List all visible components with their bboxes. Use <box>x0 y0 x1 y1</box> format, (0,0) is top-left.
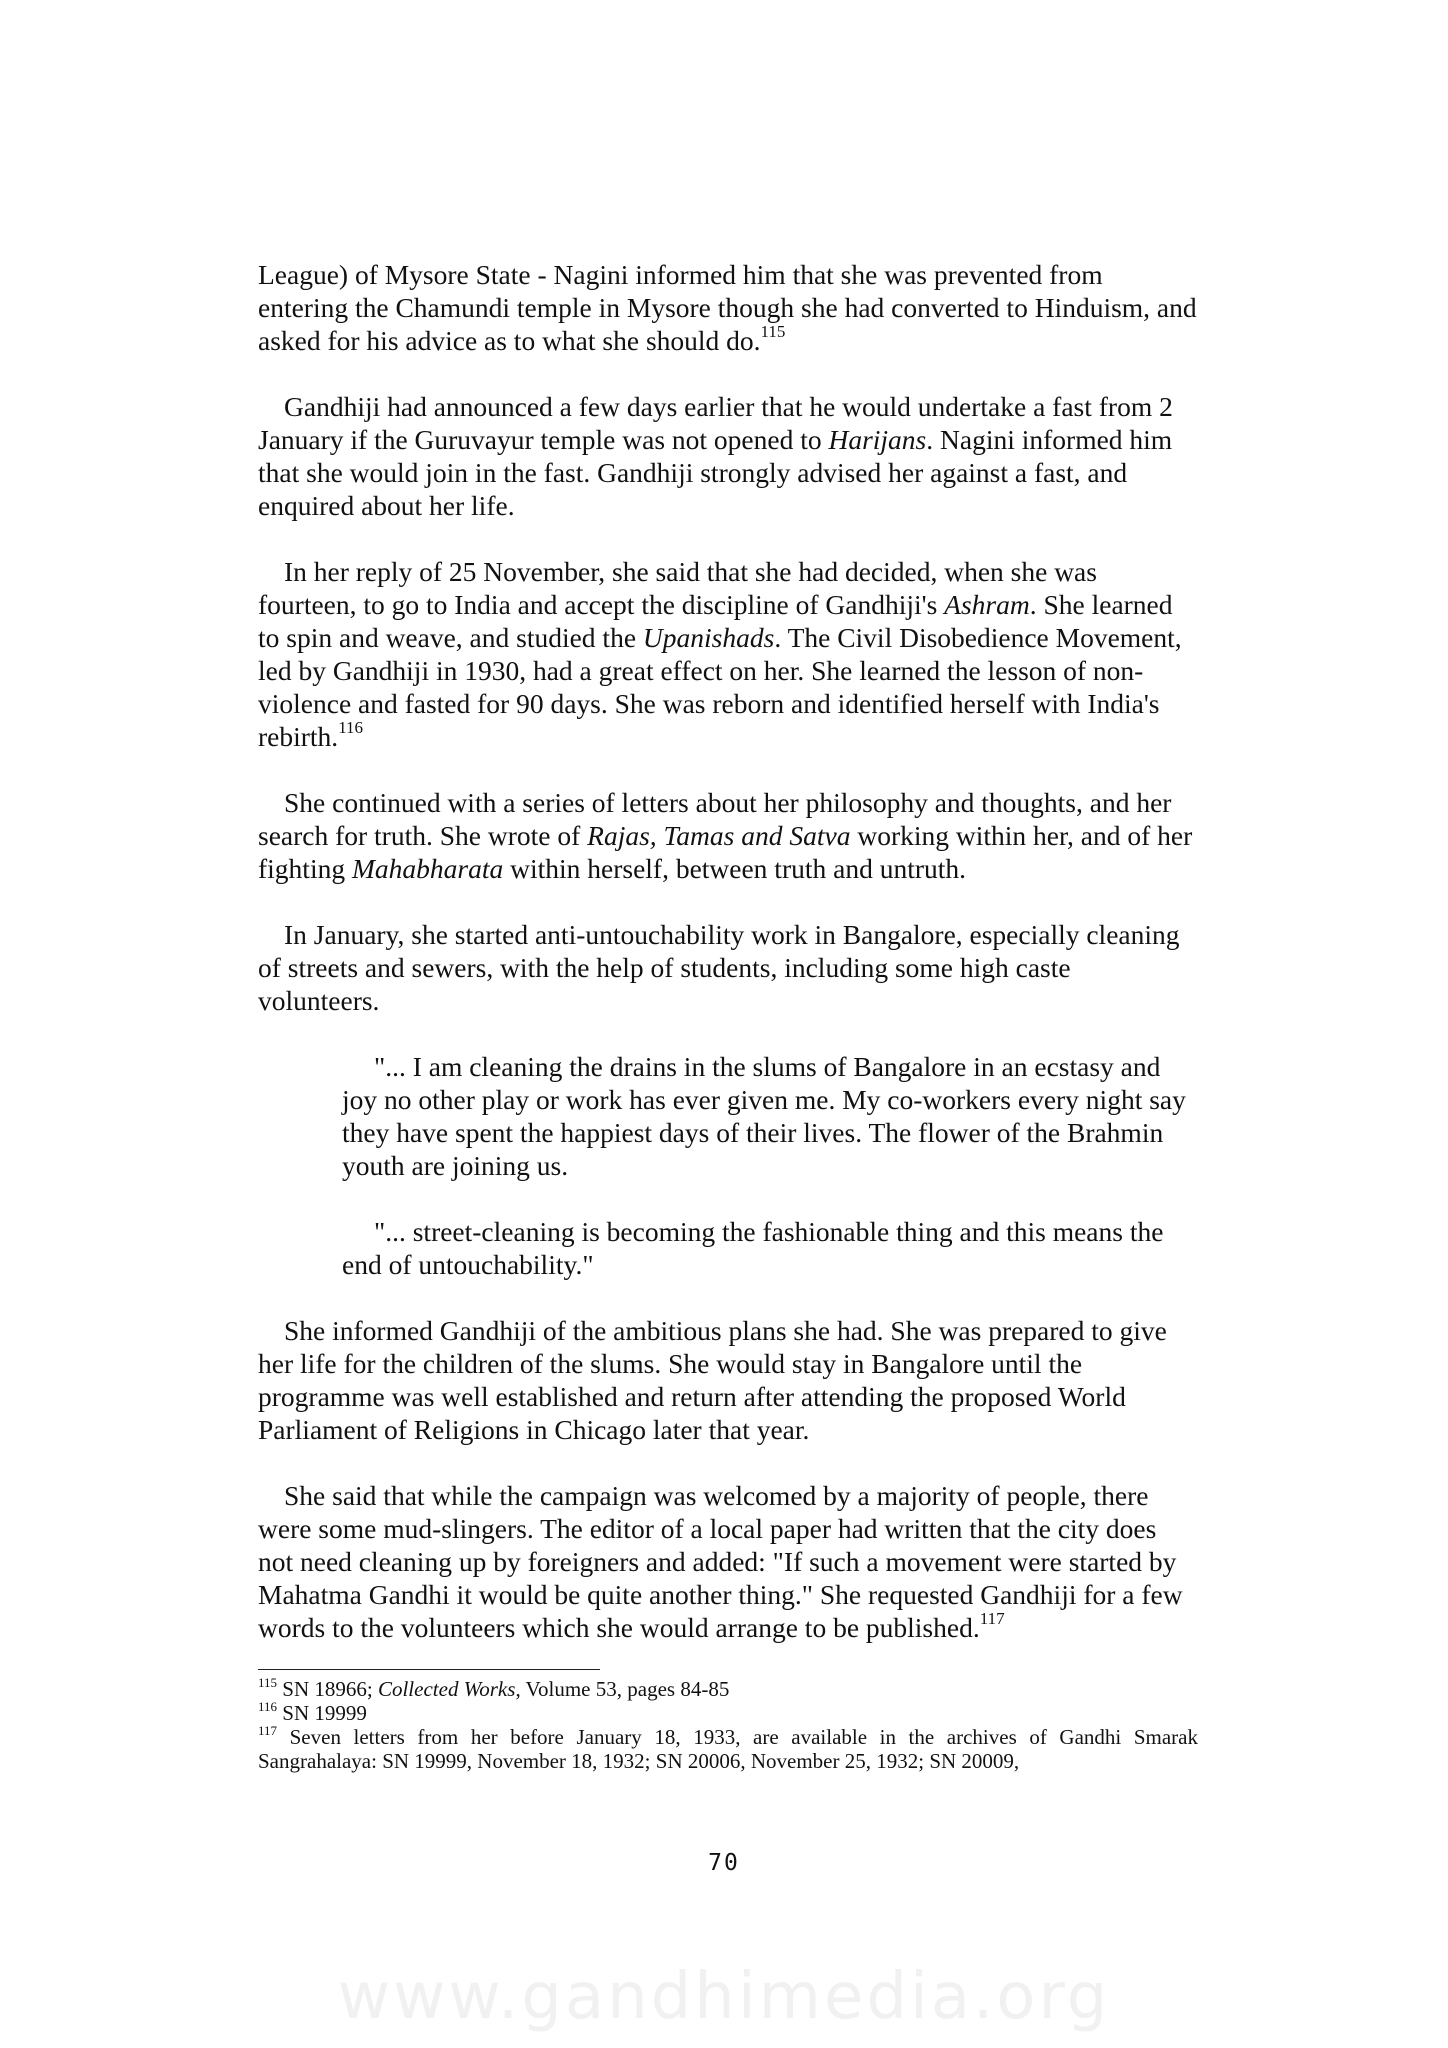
paragraph-3-text-c: . The Civil Disobedience Movement, led by Gandhiji in 1930, had a great effect on her. She learned the lesson of non-violence and fasted for 90 days. She was reborn and identified herself with India's rebirth. <box>258 622 1182 752</box>
paragraph-3 <box>258 555 1198 753</box>
paragraph-1 <box>258 258 1198 357</box>
paragraph-4-italic-1: Rajas, Tamas and Satva <box>587 820 851 851</box>
footnote-116 <box>258 1701 1198 1725</box>
paragraph-2-italic: Harijans <box>828 424 927 455</box>
watermark: www.gandhimedia.org <box>337 1960 1111 2034</box>
footnote-text: SN 18966; <box>277 1677 378 1701</box>
body-text <box>258 258 1198 1677</box>
paragraph-3-text-b: . She learned to spin and weave, and studied the <box>258 589 1173 653</box>
footnote-ref-115[interactable]: 115 <box>760 322 786 341</box>
footnote-text: Seven letters from her before January 18, 1933, are available in the archives of Gandhi Smarak Sangrahalaya: SN 19999, November 18, 1932; SN 20006, November 25, 1932; SN 20009, <box>258 1725 1198 1773</box>
block-quote-1: "... I am cleaning the drains in the slums of Bangalore in an ecstasy and joy no other play or work has ever given me. My co-workers every night say they have spent the happiest days of their lives. The flower of the Brahmin youth are joining us. <box>342 1051 1186 1181</box>
footnote-number: 117 <box>258 1723 278 1738</box>
paragraph-4-text-b: working within her, and of her fighting <box>258 820 1193 884</box>
paragraph-2 <box>258 390 1198 522</box>
paragraph-3-text-a: In her reply of 25 November, she said that she had decided, when she was fourteen, to go to India and accept the discipline of Gandhiji's <box>258 556 1097 620</box>
paragraph-1-text: League) of Mysore State - Nagini informed him that she was prevented from entering the Chamundi temple in Mysore though she had converted to Hinduism, and asked for his advice as to what she should do. <box>258 259 1197 356</box>
footnote-number: 116 <box>258 1699 278 1714</box>
footnote-number: 115 <box>258 1675 278 1690</box>
paragraph-6: She informed Gandhiji of the ambitious plans she had. She was prepared to give her life for the children of the slums. She would stay in Bangalore until the programme was well established and return after attending the proposed World Parliament of Religions in Chicago later that year. <box>258 1315 1167 1445</box>
paragraph-7 <box>258 1479 1198 1644</box>
footnote-italic: Collected Works <box>377 1677 516 1701</box>
footnote-ref-116[interactable]: 116 <box>338 718 364 737</box>
page-number: 70 <box>708 1850 740 1876</box>
footnotes <box>258 1677 1198 1773</box>
paragraph-2-text-b: . Nagini informed him that she would join in the fast. Gandhiji strongly advised her against a fast, and enquired about her life. <box>258 424 1173 521</box>
footnote-text: SN 19999 <box>277 1701 367 1725</box>
paragraph-4 <box>258 786 1198 885</box>
block-quote-2: "... street-cleaning is becoming the fashionable thing and this means the end of untouchability." <box>342 1216 1164 1280</box>
paragraph-2-text-a: Gandhiji had announced a few days earlier that he would undertake a fast from 2 January if the Guruvayur temple was not opened to <box>258 391 1173 455</box>
footnote-ref-117[interactable]: 117 <box>979 1609 1005 1628</box>
footnote-115 <box>258 1677 1198 1701</box>
paragraph-4-text-a: She continued with a series of letters about her philosophy and thoughts, and her search for truth. She wrote of <box>258 787 1172 851</box>
paragraph-3-italic-1: Ashram <box>944 589 1030 620</box>
footnote-117 <box>258 1725 1198 1773</box>
footnote-divider <box>258 1669 600 1670</box>
footnote-text: , Volume 53, pages 84-85 <box>515 1677 730 1701</box>
paragraph-3-italic-2: Upanishads <box>642 622 775 653</box>
paragraph-5: In January, she started anti-untouchability work in Bangalore, especially cleaning of streets and sewers, with the help of students, including some high caste volunteers. <box>258 919 1180 1016</box>
paragraph-4-text-c: within herself, between truth and untruth. <box>503 853 967 884</box>
paragraph-4-italic-2: Mahabharata <box>351 853 504 884</box>
paragraph-7-text: She said that while the campaign was welcomed by a majority of people, there were some mud-slingers. The editor of a local paper had written that the city does not need cleaning up by foreigners and added: "If such a movement were started by Mahatma Gandhi it would be quite another thing." She requested Gandhiji for a few words to the volunteers which she would arrange to be published. <box>258 1480 1183 1643</box>
